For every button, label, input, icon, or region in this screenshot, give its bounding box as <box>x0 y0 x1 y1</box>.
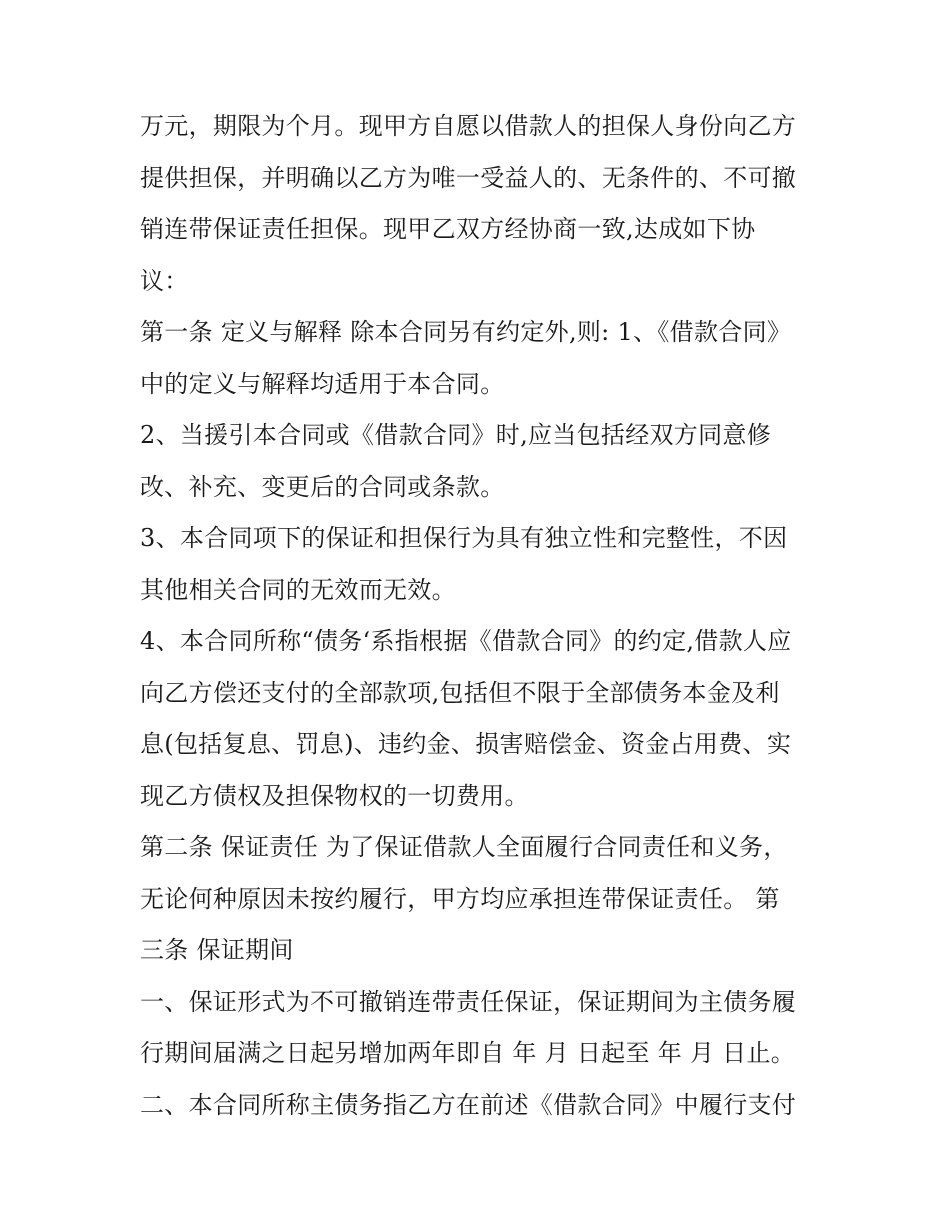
text-line: 提供担保，并明确以乙方为唯一受益人的、无条件的、不可撤 <box>140 163 797 192</box>
text-line: 现乙方债权及担保物权的一切费用。 <box>140 781 529 810</box>
article-1-heading-line: 第一条 定义与解释 除本合同另有约定外,则: 1、《借款合同》 <box>140 318 792 346</box>
article-2-heading-line: 第二条 保证责任 为了保证借款人全面履行合同责任和义务， <box>140 833 788 861</box>
clause-3-line: 3、本合同项下的保证和担保行为具有独立性和完整性，不因 <box>140 524 788 552</box>
text-line: 行期间届满之日起另增加两年即自 年 月 日起至 年 月 日止。 <box>140 1039 796 1067</box>
text-line: 中的定义与解释均适用于本合同。 <box>140 369 505 398</box>
text-line: 销连带保证责任担保。现甲乙双方经协商一致,达成如下协 <box>140 215 756 243</box>
item-2-line: 二、本合同所称主债务指乙方在前述《借款合同》中履行支付 <box>140 1090 797 1119</box>
text-line: 息(包括复息、罚息)、违约金、损害赔偿金、资金占用费、实 <box>140 730 792 758</box>
text-line: 议： <box>140 266 189 295</box>
text-line: 其他相关合同的无效而无效。 <box>140 575 456 604</box>
text-line: 向乙方偿还支付的全部款项,包括但不限于全部债务本金及利 <box>140 678 780 707</box>
clause-4-line: 4、本合同所称“债务‘系指根据《借款合同》的约定,借款人应 <box>140 627 792 655</box>
article-3-heading-line: 三条 保证期间 <box>140 936 294 964</box>
item-1-line: 一、保证形式为不可撤销连带责任保证，保证期间为主债务履 <box>140 987 797 1016</box>
contract-body <box>140 101 820 1131</box>
text-line: 改、补充、变更后的合同或条款。 <box>140 472 505 501</box>
clause-2-line: 2、当援引本合同或《借款合同》时,应当包括经双方同意修 <box>140 421 771 449</box>
text-line: 无论何种原因未按约履行，甲方均应承担连带保证责任。 第 <box>140 884 780 913</box>
text-line: 万元，期限为个月。现甲方自愿以借款人的担保人身份向乙方 <box>140 112 797 140</box>
